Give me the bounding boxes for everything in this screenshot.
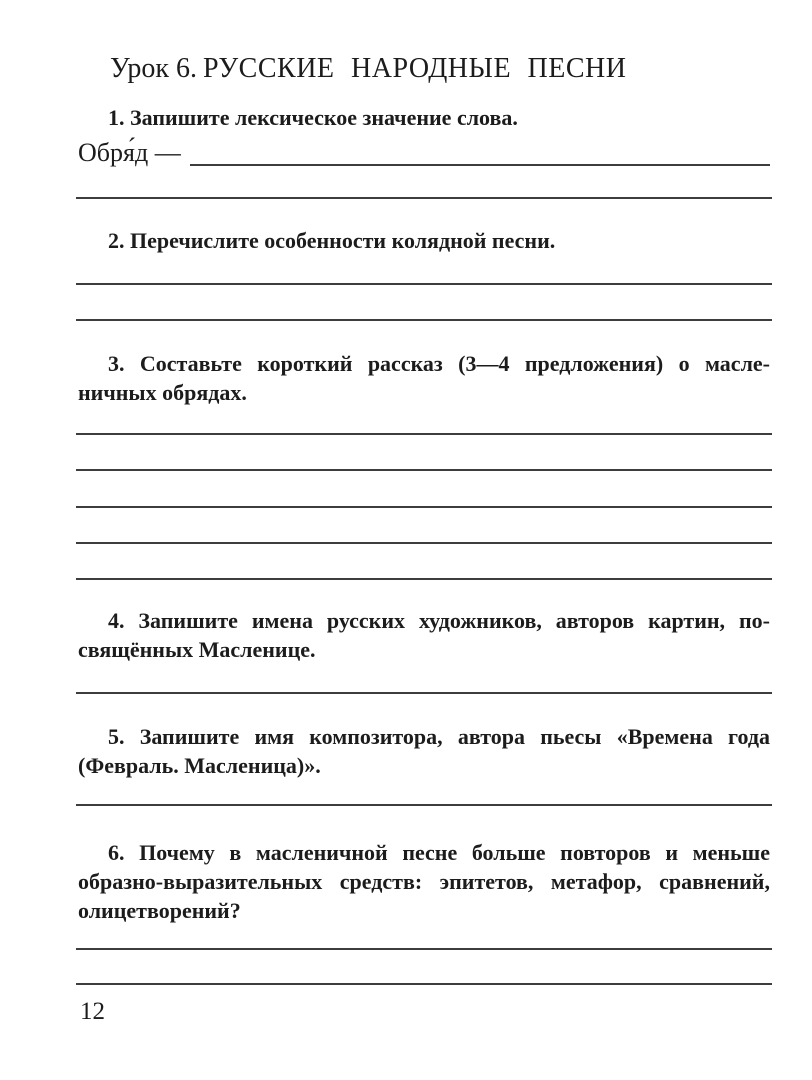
lesson-title-text: РУССКИЕ НАРОДНЫЕ ПЕСНИ: [202, 53, 627, 84]
answer-line: [76, 804, 772, 806]
page-title: [110, 54, 626, 84]
task-1-text: 1. Запишите лексическое значение слова.: [108, 105, 518, 130]
task-2-heading: [78, 226, 770, 255]
term-definition-row: [78, 139, 770, 167]
answer-line: [76, 283, 772, 285]
task-4-text-line-2: свящённых Масленице.: [78, 637, 316, 662]
task-2-text: 2. Перечислите особенности колядной песни.: [108, 228, 556, 253]
task-5-text-line-2: (Февраль. Масленица)».: [78, 753, 321, 778]
task-3-text-line-2: ничных обрядах.: [78, 380, 247, 405]
task-4-text-line-1: 4. Запишите имена русских художников, авторов картин, по-: [108, 608, 770, 633]
answer-line: [76, 197, 772, 199]
lesson-number-label: Урок 6.: [110, 53, 197, 84]
task-3-text-line-1: 3. Составьте короткий рассказ (3—4 предложения) о масле-: [108, 351, 770, 376]
task-5-heading: [78, 722, 770, 780]
task-6-text-line-2: образно-выразительных средств: эпитетов, метафор, сравнений,: [78, 869, 770, 894]
answer-line: [76, 433, 772, 435]
answer-line: [76, 948, 772, 950]
answer-line: [76, 542, 772, 544]
task-6-heading: [78, 838, 770, 925]
answer-line: [76, 469, 772, 471]
answer-line: [76, 692, 772, 694]
task-4-heading: [78, 606, 770, 664]
task-6-text-line-1: 6. Почему в масленичной песне больше повторов и меньше: [108, 840, 770, 865]
task-5-text-line-1: 5. Запишите имя композитора, автора пьесы «Времена года: [108, 724, 770, 749]
task-6-text-line-3: олицетворений?: [78, 898, 241, 923]
answer-line: [76, 983, 772, 985]
answer-line: [76, 506, 772, 508]
term-label: Обря́д —: [78, 138, 181, 167]
task-1-heading: [78, 103, 770, 132]
answer-line: [190, 139, 770, 166]
task-3-heading: [78, 349, 770, 407]
page-number: 12: [80, 998, 105, 1025]
answer-line: [76, 319, 772, 321]
answer-line: [76, 578, 772, 580]
